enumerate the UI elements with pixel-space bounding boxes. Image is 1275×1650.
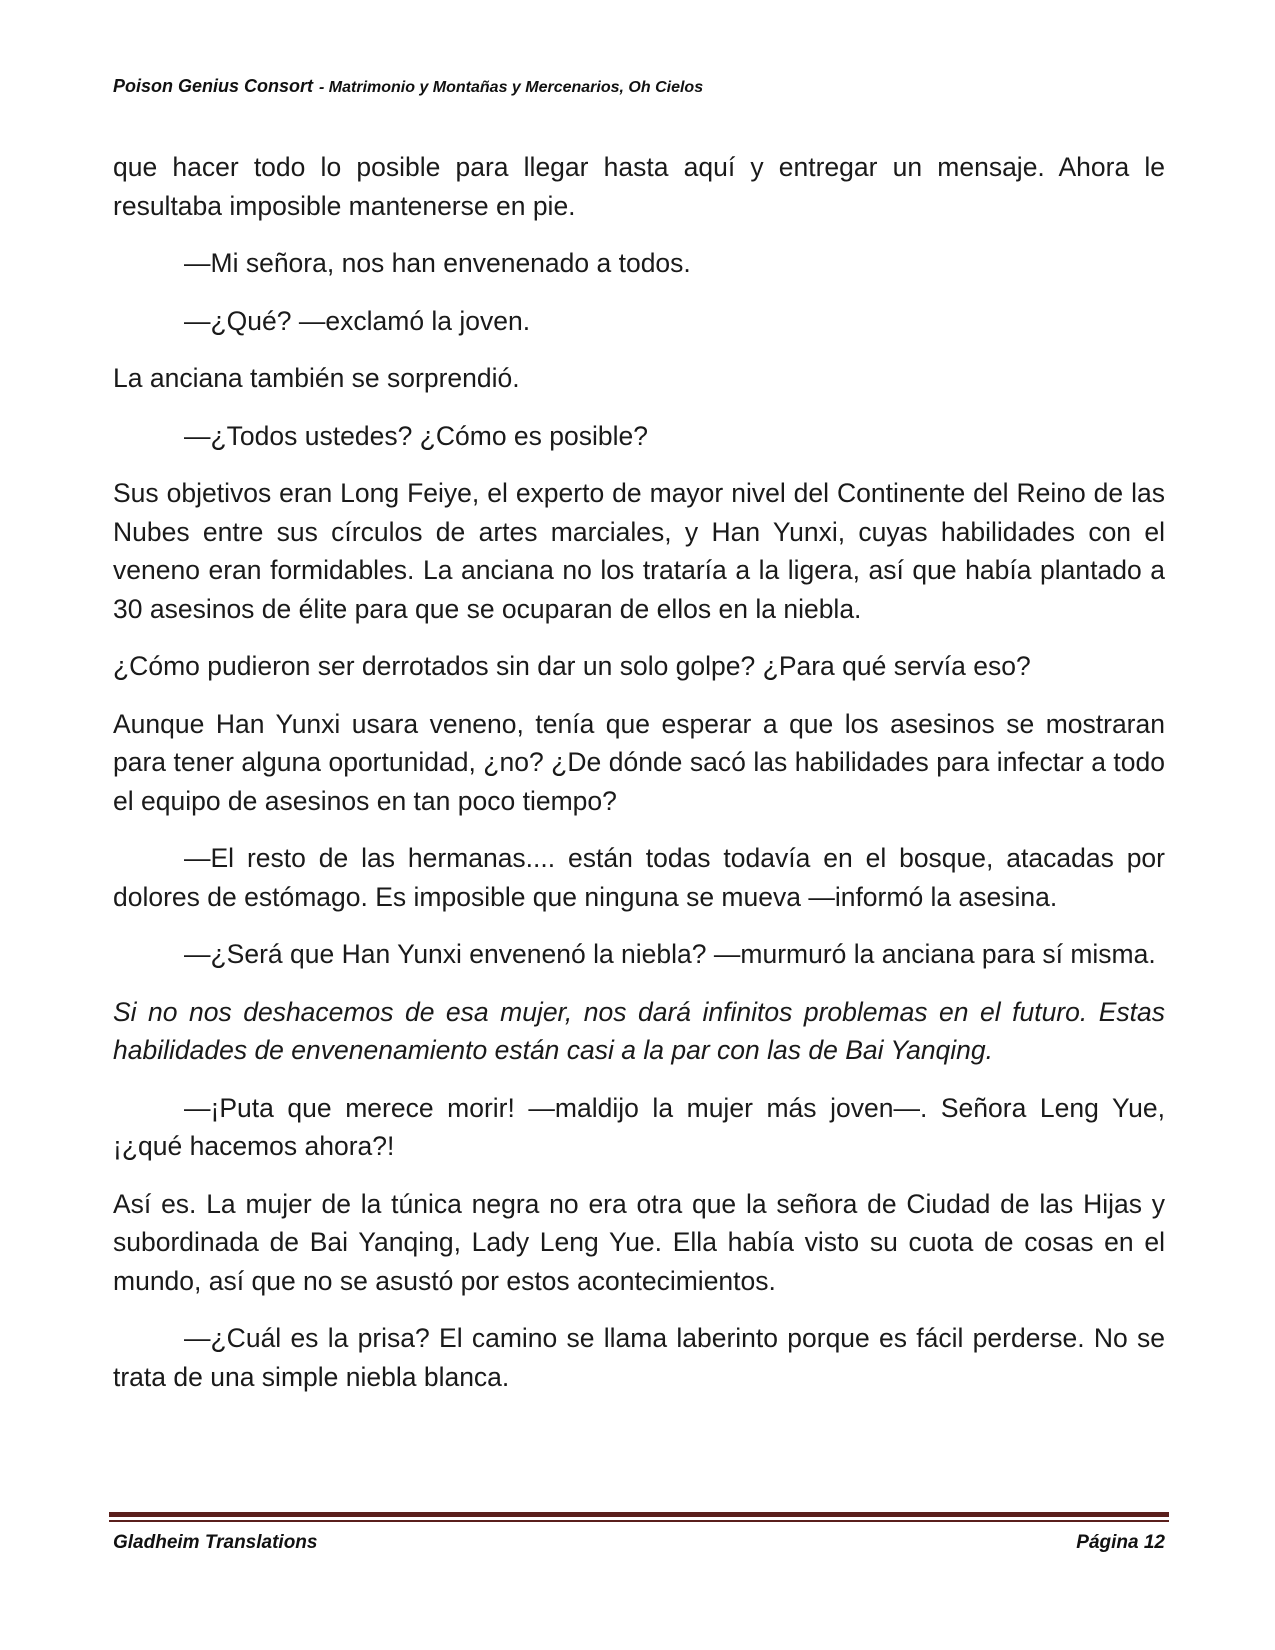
page-body [113,148,1165,1415]
paragraph-italic: Si no nos deshacemos de esa mujer, nos dará infinitos problemas en el futuro. Estas habilidades de envenenamiento están casi a la par con las de Bai Yanqing. [113,996,1165,1065]
paragraph: Sus objetivos eran Long Feiye, el experto de mayor nivel del Continente del Reino de las Nubes entre sus círculos de artes marciales, y Han Yunxi, cuyas habilidades con el veneno eran formidables. La anciana no los trataría a la ligera, así que había plantado a 30 asesinos de élite para que se ocuparan de ellos en la niebla. [113,478,1165,624]
paragraph: —¿Cuál es la prisa? El camino se llama laberinto porque es fácil perderse. No se trata de una simple niebla blanca. [113,1323,1165,1392]
page-number: Página 12 [1076,1532,1165,1553]
paragraph: —¿Qué? —exclamó la joven. [184,305,531,336]
paragraph: ¿Cómo pudieron ser derrotados sin dar un solo golpe? ¿Para qué servía eso? [113,651,1031,681]
paragraph: —¿Todos ustedes? ¿Cómo es posible? [184,420,648,451]
chapter-title: - Matrimonio y Montañas y Mercenarios, Oh Cielos [319,79,704,96]
footer-credit: Gladheim Translations [113,1532,318,1553]
footer-rule-thin [109,1520,1169,1522]
page-header [113,76,703,97]
paragraph: Aunque Han Yunxi usara veneno, tenía que esperar a que los asesinos se mostraran para tener alguna oportunidad, ¿no? ¿De dónde sacó las habilidades para infectar a todo el equipo de asesinos en tan poco tiempo? [113,708,1165,816]
paragraph: Así es. La mujer de la túnica negra no era otra que la señora de Ciudad de las Hijas y subordinada de Bai Yanqing, Lady Leng Yue. Ella había visto su cuota de cosas en el mundo, así que no se asustó por estos acontecimientos. [113,1188,1165,1296]
paragraph: —¿Será que Han Yunxi envenenó la niebla? —murmuró la anciana para sí misma. [184,939,1156,969]
paragraph: —Mi señora, nos han envenenado a todos. [184,248,691,278]
paragraph: que hacer todo lo posible para llegar hasta aquí y entregar un mensaje. Ahora le resultaba imposible mantenerse en pie. [113,152,1165,221]
paragraph: La anciana también se sorprendió. [113,363,520,393]
footer-rule-thick [109,1512,1169,1517]
paragraph: —El resto de las hermanas.... están todas todavía en el bosque, atacadas por dolores de estómago. Es imposible que ninguna se mueva —informó la asesina. [113,843,1165,912]
book-title: Poison Genius Consort [113,76,314,96]
paragraph: —¡Puta que merece morir! —maldijo la mujer más joven—. Señora Leng Yue, ¡¿qué hacemos ahora?! [113,1092,1165,1161]
